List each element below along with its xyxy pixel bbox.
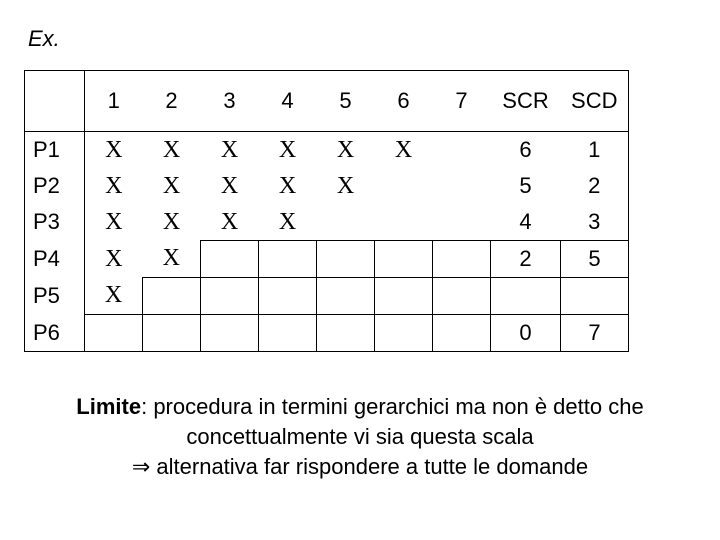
limitation-line-3-text: alternativa far rispondere a tutte le domande bbox=[150, 454, 589, 479]
scalogram-table bbox=[24, 70, 629, 352]
header-cell-item-7: 7 bbox=[433, 71, 491, 132]
table-cell: X bbox=[278, 208, 297, 235]
table-cell: X bbox=[105, 245, 123, 272]
table-cell bbox=[433, 315, 491, 352]
table-cell: X bbox=[220, 136, 239, 163]
table-cell-scr: 6 bbox=[519, 137, 532, 162]
table-cell-scd: 1 bbox=[561, 132, 629, 169]
table-cell: X bbox=[162, 245, 180, 272]
table-cell bbox=[317, 315, 375, 352]
table-cell-scr: 5 bbox=[519, 173, 532, 198]
table-cell bbox=[143, 315, 201, 352]
header-cell-item-1: 1 bbox=[85, 71, 143, 132]
limitation-line-1 bbox=[0, 392, 720, 422]
table-row-p5 bbox=[25, 278, 629, 315]
table-cell-scr: 2 bbox=[491, 241, 561, 278]
table-cell-scr: 4 bbox=[519, 209, 532, 234]
table-cell: X bbox=[278, 136, 297, 163]
table-cell bbox=[375, 168, 433, 204]
row-label: P2 bbox=[25, 168, 85, 204]
table-row-p1 bbox=[25, 132, 629, 169]
limitation-line-1-text: : procedura in termini gerarchici ma non è detto che bbox=[141, 394, 644, 419]
table-cell bbox=[375, 204, 433, 241]
example-label: Ex. bbox=[28, 26, 60, 51]
table-cell bbox=[259, 241, 317, 278]
table-cell bbox=[85, 315, 143, 352]
table-cell: X bbox=[104, 282, 123, 309]
table-cell bbox=[433, 278, 491, 315]
table-cell bbox=[201, 315, 259, 352]
table-cell bbox=[317, 204, 375, 241]
limitation-note bbox=[0, 392, 720, 482]
header-cell-scr: SCR bbox=[491, 71, 561, 132]
table-cell: X bbox=[162, 208, 181, 235]
table-row-p2 bbox=[25, 168, 629, 204]
table-cell bbox=[317, 278, 375, 315]
table-cell bbox=[317, 241, 375, 278]
table-cell: X bbox=[105, 208, 123, 235]
header-cell-corner bbox=[25, 71, 85, 132]
header-cell-item-5: 5 bbox=[317, 71, 375, 132]
table-cell bbox=[201, 278, 259, 315]
table-cell-scd: 5 bbox=[561, 241, 629, 278]
header-cell-item-3: 3 bbox=[201, 71, 259, 132]
table-header-row bbox=[25, 71, 629, 132]
table-cell-scd: 2 bbox=[561, 168, 629, 204]
table-cell bbox=[259, 315, 317, 352]
table-cell: X bbox=[220, 208, 239, 235]
limitation-line-2: concettualmente vi sia questa scala bbox=[186, 424, 534, 449]
table-cell: X bbox=[394, 136, 413, 163]
implies-icon: ⇒ bbox=[131, 454, 151, 479]
row-label: P4 bbox=[25, 241, 85, 278]
table-cell-scd: 3 bbox=[561, 204, 629, 241]
table-cell bbox=[259, 278, 317, 315]
row-label: P6 bbox=[25, 315, 85, 352]
table-cell: X bbox=[278, 172, 297, 199]
table-cell bbox=[375, 278, 433, 315]
header-cell-item-4: 4 bbox=[259, 71, 317, 132]
table-cell-scr bbox=[491, 278, 561, 315]
table-cell bbox=[143, 278, 201, 315]
table-cell bbox=[433, 241, 491, 278]
header-cell-item-2: 2 bbox=[143, 71, 201, 132]
row-label: P5 bbox=[25, 278, 85, 315]
row-label: P3 bbox=[25, 204, 85, 241]
row-label: P1 bbox=[25, 132, 85, 169]
table-cell bbox=[201, 241, 259, 278]
limitation-line-3 bbox=[0, 452, 720, 482]
table-cell bbox=[375, 241, 433, 278]
table-cell bbox=[433, 168, 491, 204]
table-cell: X bbox=[336, 172, 355, 199]
table-cell: X bbox=[162, 172, 181, 199]
table-row-p4 bbox=[25, 241, 629, 278]
table-cell: X bbox=[162, 136, 181, 163]
table-row-p3 bbox=[25, 204, 629, 241]
table-row-p6 bbox=[25, 315, 629, 352]
header-cell-item-6: 6 bbox=[375, 71, 433, 132]
table-cell bbox=[375, 315, 433, 352]
table-cell-scd: 7 bbox=[561, 315, 629, 352]
table-cell-scr: 0 bbox=[491, 315, 561, 352]
table-cell bbox=[433, 132, 491, 169]
limitation-keyword: Limite bbox=[76, 394, 142, 419]
table-cell-scd bbox=[561, 278, 629, 315]
table-cell: X bbox=[105, 136, 123, 163]
table-cell: X bbox=[220, 172, 239, 199]
table-cell: X bbox=[105, 172, 123, 199]
table-cell: X bbox=[336, 136, 355, 163]
header-cell-scd: SCD bbox=[561, 71, 629, 132]
table-cell bbox=[433, 204, 491, 241]
